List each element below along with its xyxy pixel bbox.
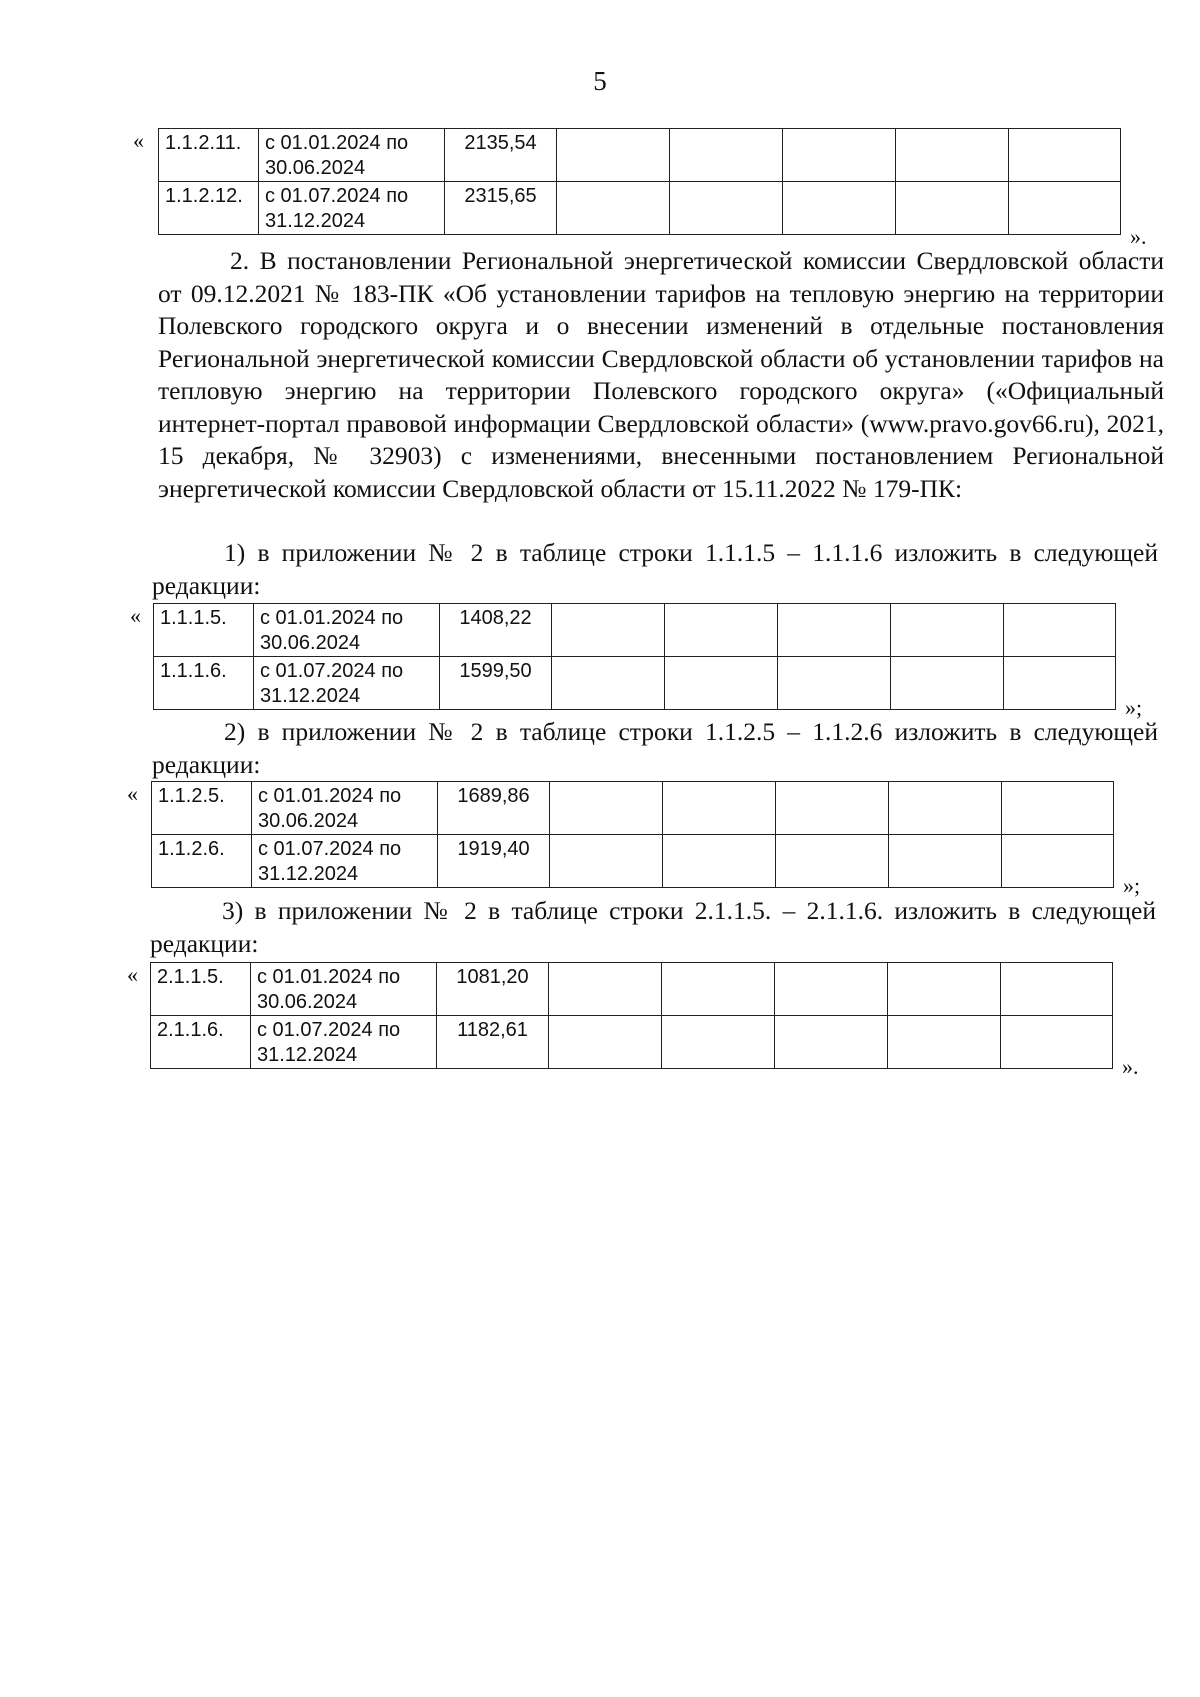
row-value: 2135,54 [445, 129, 557, 182]
row-period: с 01.01.2024 по 30.06.2024 [252, 782, 438, 835]
row-value: 2315,65 [445, 182, 557, 235]
table-row [152, 835, 1114, 888]
table-row [152, 782, 1114, 835]
row-value: 1182,61 [437, 1016, 549, 1069]
row-period: с 01.01.2024 по 30.06.2024 [259, 129, 445, 182]
table-row [154, 604, 1116, 657]
table-row [159, 129, 1121, 182]
row-code: 2.1.1.6. [151, 1016, 251, 1069]
row-code: 1.1.1.5. [154, 604, 254, 657]
close-quote: ». [1122, 1054, 1139, 1079]
item-2-text: 2) в приложении № 2 в таблице строки 1.1.2.5 – 1.1.2.6 изложить в следующей редакции: [152, 717, 1158, 779]
item-3-text: 3) в приложении № 2 в таблице строки 2.1.1.5. – 2.1.1.6. изложить в следующей редакции: [150, 896, 1156, 958]
tariff-table-3 [151, 781, 1114, 888]
row-period: с 01.07.2024 по 31.12.2024 [254, 657, 440, 710]
row-value: 1689,86 [438, 782, 550, 835]
tariff-table-4 [150, 962, 1113, 1069]
row-period: с 01.01.2024 по 30.06.2024 [254, 604, 440, 657]
row-code: 1.1.1.6. [154, 657, 254, 710]
tariff-table-2 [153, 603, 1116, 710]
row-value: 1919,40 [438, 835, 550, 888]
tariff-table-1 [158, 128, 1121, 235]
open-quote: « [133, 128, 144, 153]
open-quote: « [127, 962, 138, 987]
row-period: с 01.07.2024 по 31.12.2024 [251, 1016, 437, 1069]
item-1-text: 1) в приложении № 2 в таблице строки 1.1.1.5 – 1.1.1.6 изложить в следующей редакции: [152, 538, 1158, 600]
row-value: 1408,22 [440, 604, 552, 657]
row-value: 1081,20 [437, 963, 549, 1016]
row-code: 2.1.1.5. [151, 963, 251, 1016]
page-number: 5 [593, 66, 607, 96]
row-code: 1.1.2.11. [159, 129, 259, 182]
row-code: 1.1.2.12. [159, 182, 259, 235]
table-row [159, 182, 1121, 235]
row-period: с 01.07.2024 по 31.12.2024 [252, 835, 438, 888]
close-quote: »; [1123, 873, 1141, 898]
row-period: с 01.01.2024 по 30.06.2024 [251, 963, 437, 1016]
row-period: с 01.07.2024 по 31.12.2024 [259, 182, 445, 235]
table-row [151, 963, 1113, 1016]
row-code: 1.1.2.6. [152, 835, 252, 888]
row-value: 1599,50 [440, 657, 552, 710]
table-row [151, 1016, 1113, 1069]
table-row [154, 657, 1116, 710]
row-code: 1.1.2.5. [152, 782, 252, 835]
paragraph-2: 2. В постановлении Региональной энергетической комиссии Свердловской области от 09.12.2021 № 183-ПК «Об установлении тарифов на тепловую энергию на территории Полевского городского округа и о внесении изменений в отдельные постановления Региональной энергетической комиссии Свердловской области об установлении тарифов на тепловую энергию на территории Полевского городского округа» («Официальный интернет-портал правовой информации Свердловской области» (www.pravo.gov66.ru), 2021, 15 декабря, № 32903) с изменениями, внесенными постановлением Региональной энергетической комиссии Свердловской области от 15.11.2022 № 179-ПК: [158, 246, 1164, 503]
open-quote: « [130, 603, 141, 628]
close-quote: ». [1130, 224, 1147, 249]
close-quote: »; [1125, 695, 1143, 720]
open-quote: « [127, 781, 138, 806]
